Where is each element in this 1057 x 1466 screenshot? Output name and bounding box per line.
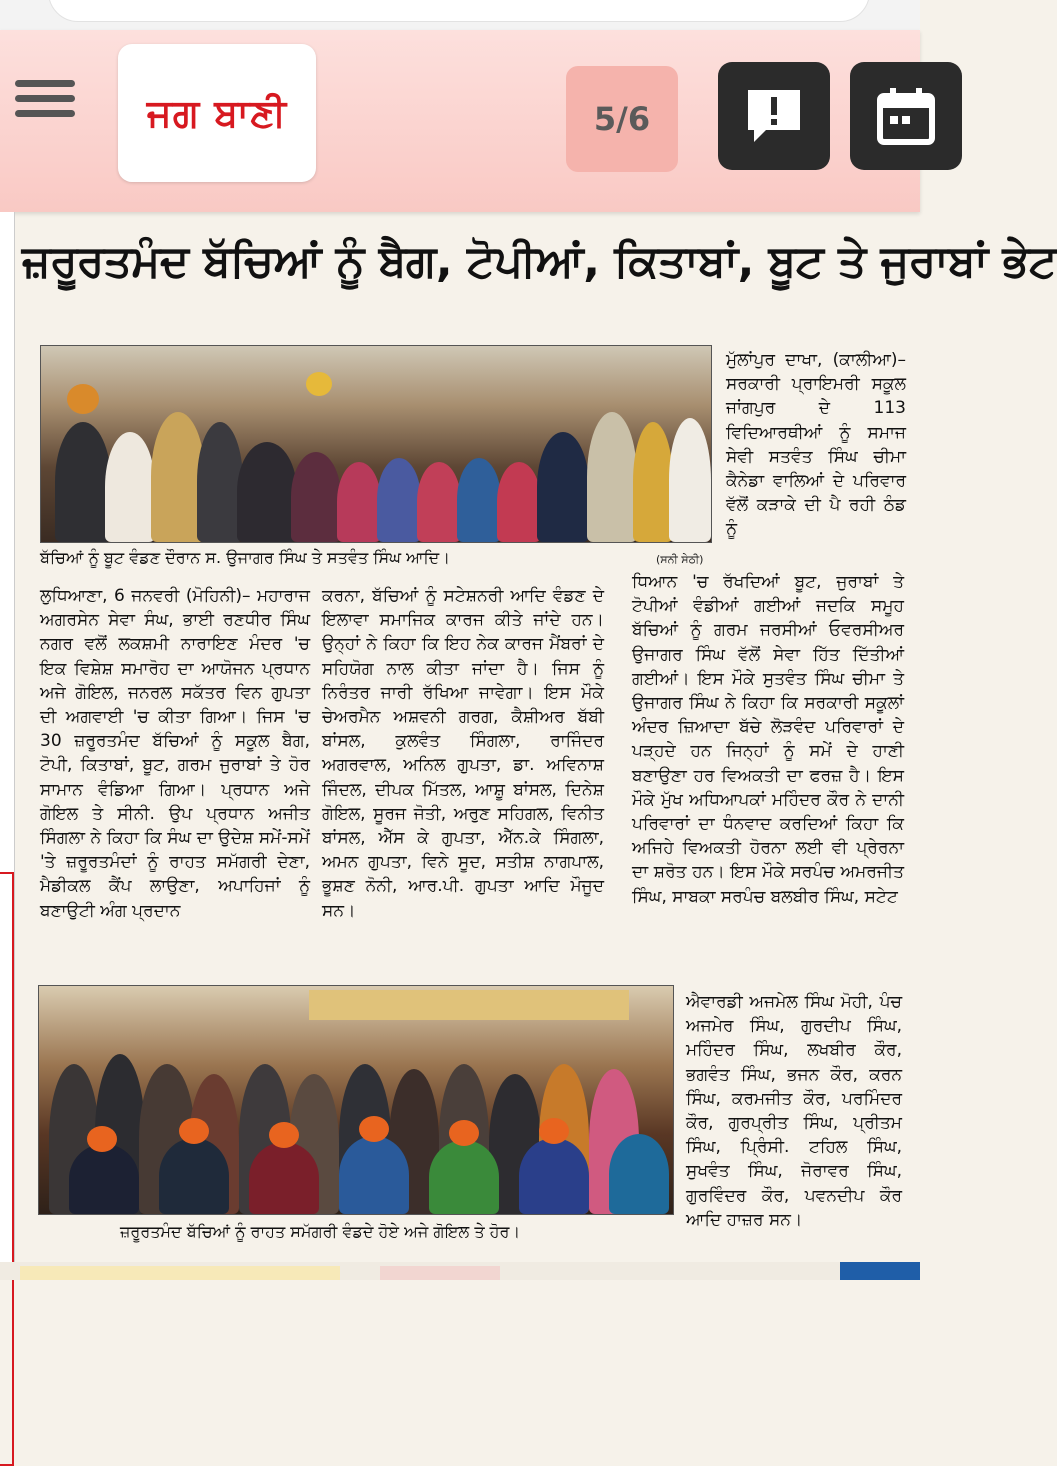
article-column-1 [40,584,310,923]
paragraph: ਐਵਾਰਡੀ ਅਜਮੇਲ ਸਿੰਘ ਮੋਹੀ, ਪੰਚ ਅਜਮੇਰ ਸਿੰਘ, ਗੁਰਦੀਪ ਸਿੰਘ, ਮਹਿੰਦਰ ਸਿੰਘ, ਲਖਬੀਰ ਕੌਰ, ਭਗਵੰਤ ਸਿੰਘ, ਭਜਨ ਕੌਰ, ਕਰਨ ਸਿੰਘ, ਕਰਮਜੀਤ ਕੌਰ, ਪਰਮਿੰਦਰ ਕੌਰ, ਗੁਰਪ੍ਰੀਤ ਸਿੰਘ, ਪ੍ਰੀਤਮ ਸਿੰਘ, ਪ੍ਰਿੰਸੀ. ਟਹਿਲ ਸਿੰਘ, ਸੁਖਵੰਤ ਸਿੰਘ, ਜੋਰਾਵਰ ਸਿੰਘ, ਗੁਰਵਿੰਦਰ ਕੌਰ, ਪਵਨਦੀਪ ਕੌਰ ਆਦਿ ਹਾਜ਼ਰ ਸਨ। [686,992,902,1230]
article-headline: ਜ਼ਰੂਰਤਮੰਦ ਬੱਚਿਆਂ ਨੂੰ ਬੈਗ, ਟੋਪੀਆਂ, ਕਿਤਾਬਾਂ, ਬੂਟ ਤੇ ਜੁਰਾਬਾਂ ਭੇਟ [22,236,1057,287]
photo1-caption: ਬੱਚਿਆਂ ਨੂੰ ਬੂਟ ਵੰਡਣ ਦੌਰਾਨ ਸ. ਉਜਾਗਰ ਸਿੰਘ ਤੇ ਸਤਵੰਤ ਸਿੰਘ ਆਦਿ। [40,548,451,567]
paragraph: ਧਿਆਨ 'ਚ ਰੱਖਦਿਆਂ ਬੂਟ, ਜੁਰਾਬਾਂ ਤੇ ਟੋਪੀਆਂ ਵੰਡੀਆਂ ਗਈਆਂ ਜਦਕਿ ਸਮੂਹ ਬੱਚਿਆਂ ਨੂੰ ਗਰਮ ਜਰਸੀਆਂ ਓਵਰਸੀਅਰ ਉਜਾਗਰ ਸਿੰਘ ਵੱਲੋਂ ਸੇਵਾ ਹਿੱਤ ਦਿੱਤੀਆਂ ਗਈਆਂ। ਇਸ ਮੌਕੇ ਸੁਤਵੰਤ ਸਿੰਘ ਚੀਮਾ ਤੇ ਉਜਾਗਰ ਸਿੰਘ ਨੇ ਕਿਹਾ ਕਿ ਸਰਕਾਰੀ ਸਕੂਲਾਂ ਅੰਦਰ ਜ਼ਿਆਦਾ ਬੱਚੇ ਲੋੜਵੰਦ ਪਰਿਵਾਰਾਂ ਦੇ ਪੜ੍ਹਦੇ ਹਨ ਜਿਨ੍ਹਾਂ ਨੂੰ ਸਮੇਂ ਦੇ ਹਾਣੀ ਬਣਾਉਣਾ ਹਰ ਵਿਅਕਤੀ ਦਾ ਫਰਜ਼ ਹੈ। ਇਸ ਮੌਕੇ ਮੁੱਖ ਅਧਿਆਪਕਾਂ ਮਹਿੰਦਰ ਕੌਰ ਨੇ ਦਾਨੀ ਪਰਿਵਾਰਾਂ ਦਾ ਧੰਨਵਾਦ ਕਰਦਿਆਂ ਕਿਹਾ ਕਿ ਅਜਿਹੇ ਵਿਅਕਤੀ ਹੋਰਨਾ ਲਈ ਵੀ ਪ੍ਰੇਰਨਾ ਦਾ ਸ਼ਰੋਤ ਹਨ। ਇਸ ਮੌਕੇ ਸਰਪੰਚ ਅਮਰਜੀਤ ਸਿੰਘ, ਸਾਬਕਾ ਸਰਪੰਚ ਬਲਬੀਰ ਸਿੰਘ, ਸਟੇਟ [632,572,904,907]
news-photo-2 [38,985,674,1215]
browser-strip [0,0,920,30]
paragraph: ਕਰਨਾ, ਬੱਚਿਆਂ ਨੂੰ ਸਟੇਸ਼ਨਰੀ ਆਦਿ ਵੰਡਣ ਦੇ ਇਲਾਵਾ ਸਮਾਜਿਕ ਕਾਰਜ ਕੀਤੇ ਜਾਂਦੇ ਹਨ। ਉਨ੍ਹਾਂ ਨੇ ਕਿਹਾ ਕਿ ਇਹ ਨੇਕ ਕਾਰਜ ਮੈਂਬਰਾਂ ਦੇ ਸਹਿਯੋਗ ਨਾਲ ਕੀਤਾ ਜਾਂਦਾ ਹੈ। ਜਿਸ ਨੂੰ ਨਿਰੰਤਰ ਜਾਰੀ ਰੱਖਿਆ ਜਾਵੇਗਾ। ਇਸ ਮੌਕੇ ਚੇਅਰਮੈਨ ਅਸ਼ਵਨੀ ਗਰਗ, ਕੈਸ਼ੀਅਰ ਬੱਬੀ ਬਾਂਸਲ, ਕੁਲਵੰਤ ਸਿੰਗਲਾ, ਰਾਜਿੰਦਰ ਅਗਰਵਾਲ, ਅਨਿਲ ਗੁਪਤਾ, ਡਾ. ਅਵਿਨਾਸ਼ ਜਿੰਦਲ, ਦੀਪਕ ਮਿੱਤਲ, ਆਸ਼ੂ ਬਾਂਸਲ, ਦਿਨੇਸ਼ ਗੋਇਲ, ਸੂਰਜ ਜੋਤੀ, ਅਰੁਣ ਸਹਿਗਲ, ਵਿਨੀਤ ਬਾਂਸਲ, ਐੱਸ ਕੇ ਗੁਪਤਾ, ਐੱਨ.ਕੇ ਸਿੰਗਲਾ, ਅਮਨ ਗੁਪਤਾ, ਵਿਨੇ ਸੂਦ, ਸਤੀਸ਼ ਨਾਗਪਾਲ, ਭੂਸ਼ਣ ਨੋਨੀ, ਆਰ.ਪੀ. ਗੁਪਤਾ ਆਦਿ ਮੌਜੂਦ ਸਨ। [322,586,604,921]
report-icon [742,84,806,148]
report-button[interactable] [718,62,830,170]
paragraph: ਮੁੱਲਾਂਪੁਰ ਦਾਖਾ, (ਕਾਲੀਆ)– ਸਰਕਾਰੀ ਪ੍ਰਾਇਮਰੀ ਸਕੂਲ ਜਾਂਗਪੁਰ ਦੇ 113 ਵਿਦਿਆਰਥੀਆਂ ਨੂੰ ਸਮਾਜ ਸੇਵੀ ਸਤਵੰਤ ਸਿੰਘ ਚੀਮਾ ਕੈਨੇਡਾ ਵਾਲਿਆਂ ਦੇ ਪਰਿਵਾਰ ਵੱਲੋਂ ਕੜਾਕੇ ਦੀ ਪੈ ਰਹੀ ਠੰਡ ਨੂੰ [726,350,906,540]
photo2-caption: ਜ਼ਰੂਰਤਮੰਦ ਬੱਚਿਆਂ ਨੂੰ ਰਾਹਤ ਸਮੱਗਰੀ ਵੰਡਦੇ ਹੋਏ ਅਜੇ ਗੋਇਲ ਤੇ ਹੋਰ। [120,1222,521,1241]
calendar-icon [874,84,938,148]
next-article-strip [0,1262,920,1280]
photo1-credit: (ਸਨੀ ਸੇਠੀ) [656,553,704,566]
app-header [0,30,920,212]
page-indicator[interactable]: 5/6 [566,66,678,172]
menu-icon[interactable] [15,80,75,130]
article-column-2 [322,584,604,923]
previous-page-edge[interactable] [0,212,15,1280]
logo-text: ਜਗ ਬਾਣੀ [146,90,288,135]
paragraph: ਲੁਧਿਆਣਾ, 6 ਜਨਵਰੀ (ਮੋਹਿਨੀ)– ਮਹਾਰਾਜ ਅਗਰਸੇਨ ਸੇਵਾ ਸੰਘ, ਭਾਈ ਰਣਧੀਰ ਸਿੰਘ ਨਗਰ ਵਲੋਂ ਲਕਸ਼ਮੀ ਨਾਰਾਇਣ ਮੰਦਰ 'ਚ ਇਕ ਵਿਸ਼ੇਸ਼ ਸਮਾਰੋਹ ਦਾ ਆਯੋਜਨ ਪ੍ਰਧਾਨ ਅਜੇ ਗੋਇਲ, ਜਨਰਲ ਸਕੱਤਰ ਵਿਨ ਗੁਪਤਾ ਦੀ ਅਗਵਾਈ 'ਚ ਕੀਤਾ ਗਿਆ। ਜਿਸ 'ਚ 30 ਜ਼ਰੂਰਤਮੰਦ ਬੱਚਿਆਂ ਨੂੰ ਸਕੂਲ ਬੈਗ, ਟੋਪੀ, ਕਿਤਾਬਾਂ, ਬੂਟ, ਗਰਮ ਜੁਰਾਬਾਂ ਤੇ ਹੋਰ ਸਾਮਾਨ ਵੰਡਿਆ ਗਿਆ। ਪ੍ਰਧਾਨ ਅਜੇ ਗੋਇਲ ਤੇ ਸੀਨੀ. ਉਪ ਪ੍ਰਧਾਨ ਅਜੀਤ ਸਿੰਗਲਾ ਨੇ ਕਿਹਾ ਕਿ ਸੰਘ ਦਾ ਉਦੇਸ਼ ਸਮੇਂ-ਸਮੇਂ 'ਤੇ ਜ਼ਰੂਰਤਮੰਦਾਂ ਨੂੰ ਰਾਹਤ ਸਮੱਗਰੀ ਦੇਣਾ, ਮੈਡੀਕਲ ਕੈਂਪ ਲਾਉਣਾ, ਅਪਾਹਿਜਾਂ ਨੂੰ ਬਣਾਉਟੀ ਅੰਗ ਪ੍ਰਦਾਨ [40,586,310,921]
address-pill [48,0,870,22]
logo[interactable] [118,44,316,182]
calendar-button[interactable] [850,62,962,170]
article-column-right-top [726,348,906,542]
news-photo-1 [40,345,712,543]
selection-frame [0,872,14,1466]
article-column-right [632,570,904,909]
article-column-right-bottom [686,990,902,1232]
